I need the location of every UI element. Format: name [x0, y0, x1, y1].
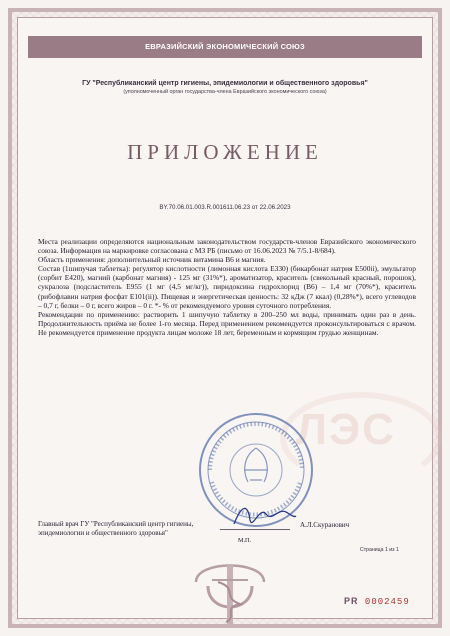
paragraph-application-area: Область применения: дополнительный источник витамина B6 и магния.: [38, 255, 266, 265]
signatory-position: Главный врач ГУ "Республиканский центр гигиены, эпидемиологии и общественного здоровья": [38, 520, 194, 537]
medical-emblem-icon: [186, 552, 274, 628]
signatory-name: А.Л.Скуранович: [300, 521, 350, 529]
paragraph-composition: Состав (1шипучая таблетка): регулятор кислотности (лимонная кислота E330) (бикарбонат натрия E500ii), эмульгатор (сорбит E420), магний (карбонат магния) - 125 мг (31%*), ароматизатор, краситель (свекольный красный, порошок), сукралоза (подсластитель E955 (1 мг (4,5 мг/кг)), пиридоксина гидрохлорид (B6) – 1,4 мг (70%*), краситель (рибофлавин натрия фосфат E101(ii)). Пищевая и энергетическая ценность: 32 кДж (7 ккал) (0,28%*), всего углеводов – 0,7 г, белки – 0 г, всего жиров – 0 г. *- % от рекомендуемого уровня суточного потребления.: [38, 264, 416, 310]
paragraph-recommendations: Рекомендации по применению: растворить 1 шипучую таблетку в 200–250 мл воды, принимать один раз в день. Продолжительность приёма не более 1-го месяца. Перед применением рекомендуется проконсультироваться с врачом. Не рекомендуется применение продукта лицам моложе 18 лет, беременным и кормящим грудью женщинам.: [38, 309, 416, 337]
page-counter: Страница 1 из 1: [360, 547, 399, 553]
document-title: ПРИЛОЖЕНИЕ: [127, 140, 323, 164]
stamp-place-label: М.П.: [238, 537, 252, 544]
serial-digits: 0002459: [364, 597, 410, 607]
serial-prefix: PR: [344, 596, 359, 606]
organization-note: (уполномоченный орган государства-члена Евразийского экономического союза): [123, 89, 327, 95]
signature-line: [220, 529, 290, 530]
paragraph-sale-places: Места реализации определяются национальным законодательством государств-членов Евразийского экономического союза. Информация на маркировке согласована с МЗ РБ (письмо от 16.06.2023 № 7/5.1-8/684).: [38, 237, 416, 256]
handwritten-signature: [230, 500, 300, 530]
organization-name: ГУ "Республиканский центр гигиены, эпидемиологии и общественного здоровья": [82, 80, 368, 87]
serial-number: [344, 596, 410, 607]
document-body: [38, 237, 416, 337]
union-header-band: ЕВРАЗИЙСКИЙ ЭКОНОМИЧЕСКИЙ СОЮЗ: [28, 36, 422, 58]
document-number: BY.70.06.01.003.R.001611.06.23 от 22.06.2023: [159, 204, 291, 211]
watermark-logo: ЛЭС: [296, 405, 396, 454]
